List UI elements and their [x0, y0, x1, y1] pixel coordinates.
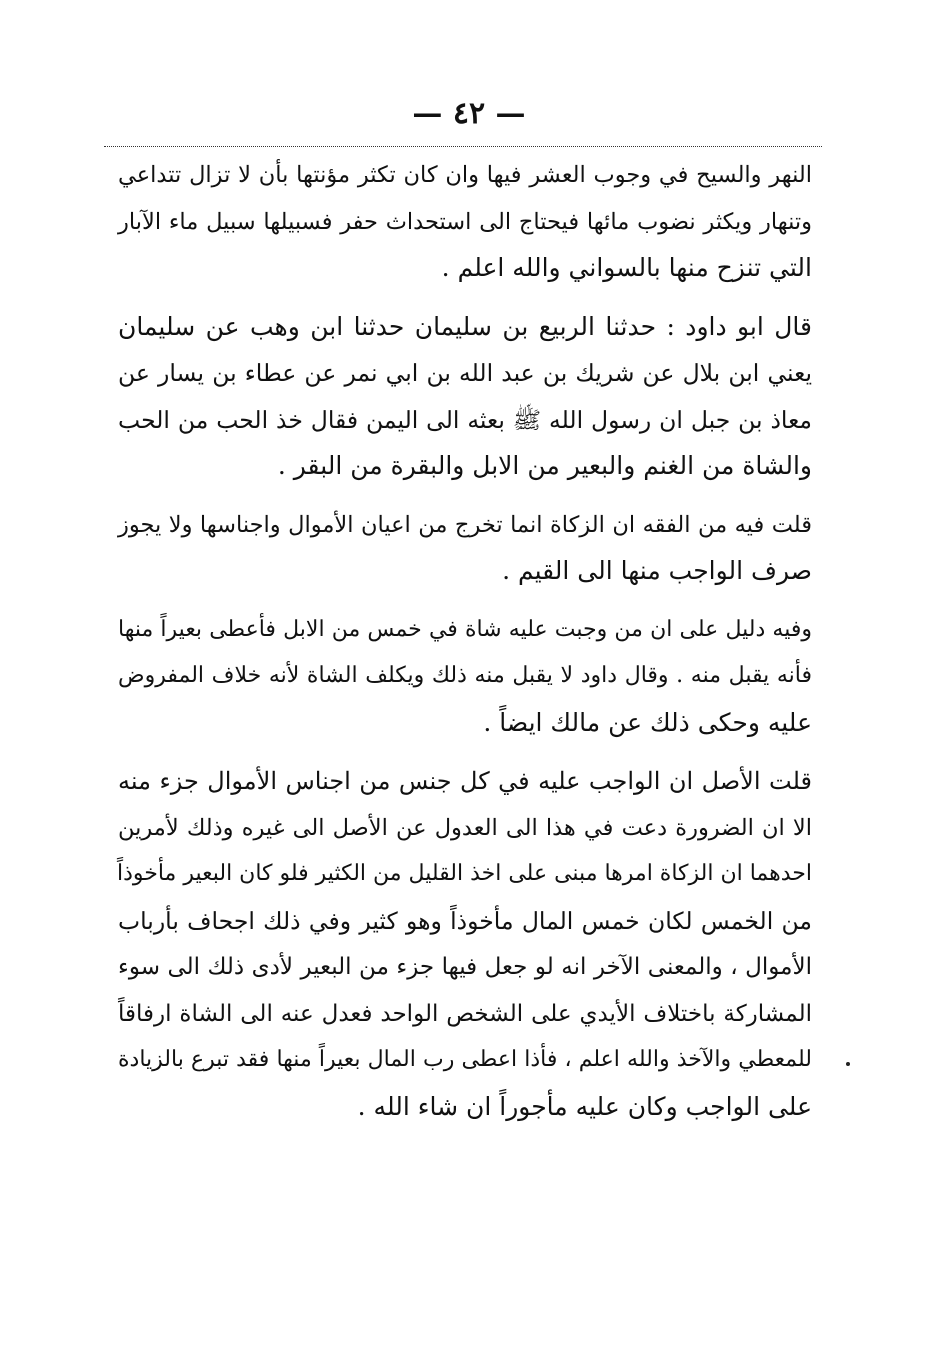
- paragraph-gap: [118, 292, 812, 304]
- page-number: — ٤٢ —: [412, 96, 526, 131]
- paragraph: [118, 502, 812, 595]
- paragraph-gap: [118, 490, 812, 502]
- paragraph: [118, 758, 812, 1130]
- body-text: [118, 152, 812, 1130]
- text-line: الأموال ، والمعنى الآخر انه لو جعل فيها جزء من البعير لأدى ذلك الى سوء: [118, 954, 812, 980]
- text-line: الا ان الضرورة دعت في هذا الى العدول عن الأصل الى غيره وذلك لأمرين: [118, 814, 812, 841]
- text-line: صرف الواجب منها الى القيم .: [502, 556, 812, 585]
- header-dotted-rule: [104, 146, 822, 147]
- text-line: على الواجب وكان عليه مأجوراً ان شاء الله .: [357, 1091, 812, 1121]
- text-line: فأنه يقبل منه . وقال داود لا يقبل منه ذلك ويكلف الشاة لأنه خلاف المفروض: [118, 663, 812, 688]
- paragraph: [118, 152, 812, 292]
- text-line: عليه وحكى ذلك عن مالك ايضاً .: [483, 707, 812, 737]
- text-line: من الخمس لكان خمس المال مأخوذاً وهو كثير وفي ذلك اجحاف بأرباب: [118, 906, 812, 935]
- text-line: قلت فيه من الفقه ان الزكاة انما تخرج من اعيان الأموال واجناسها ولا يجوز: [118, 511, 812, 538]
- margin-ink-dot: [846, 1062, 850, 1066]
- text-line: النهر والسيح في وجوب العشر فيها وان كان تكثر مؤنتها بأن لا تزال تتداعي: [118, 162, 812, 188]
- text-line: التي تنزح منها بالسواني والله اعلم .: [441, 253, 812, 282]
- text-line: يعني ابن بلال عن شريك بن عبد الله بن ابي نمر عن عطاء بن يسار عن: [118, 359, 812, 387]
- text-line: المشاركة باختلاف الأيدي على الشخص الواحد فعدل عنه الى الشاة ارفاقاً: [118, 1000, 812, 1027]
- text-line: وفيه دليل على ان من وجبت عليه شاة في خمس من الابل فأعطى بعيراً منها: [118, 616, 812, 642]
- paragraph: [118, 607, 812, 747]
- paragraph-gap: [118, 595, 812, 607]
- text-line: احدهما ان الزكاة امرها مبنى على اخذ القليل من الكثير فلو كان البعير مأخوذاً: [116, 861, 812, 886]
- text-line: وتنهار ويكثر نضوب مائها فيحتاج الى استحداث حفر فسبيلها سبيل ماء الآبار: [118, 208, 812, 235]
- text-line: للمعطي والآخذ والله اعلم ، فأذا اعطى رب المال بعيراً منها فقد تبرع بالزيادة: [118, 1047, 812, 1072]
- paragraph-gap: [118, 746, 812, 758]
- paragraph: [118, 304, 812, 490]
- text-line: معاذ بن جبل ان رسول الله ﷺ بعثه الى اليمن فقال خذ الحب من الحب: [118, 405, 812, 434]
- text-line: والشاة من الغنم والبعير من الابل والبقرة من البقر .: [277, 451, 812, 480]
- text-line: قلت الأصل ان الواجب عليه في كل جنس من اجناس الأموال جزء منه: [118, 767, 812, 795]
- text-line: قال ابو داود : حدثنا الربيع بن سليمان حدثنا ابن وهب عن سليمان: [118, 311, 812, 341]
